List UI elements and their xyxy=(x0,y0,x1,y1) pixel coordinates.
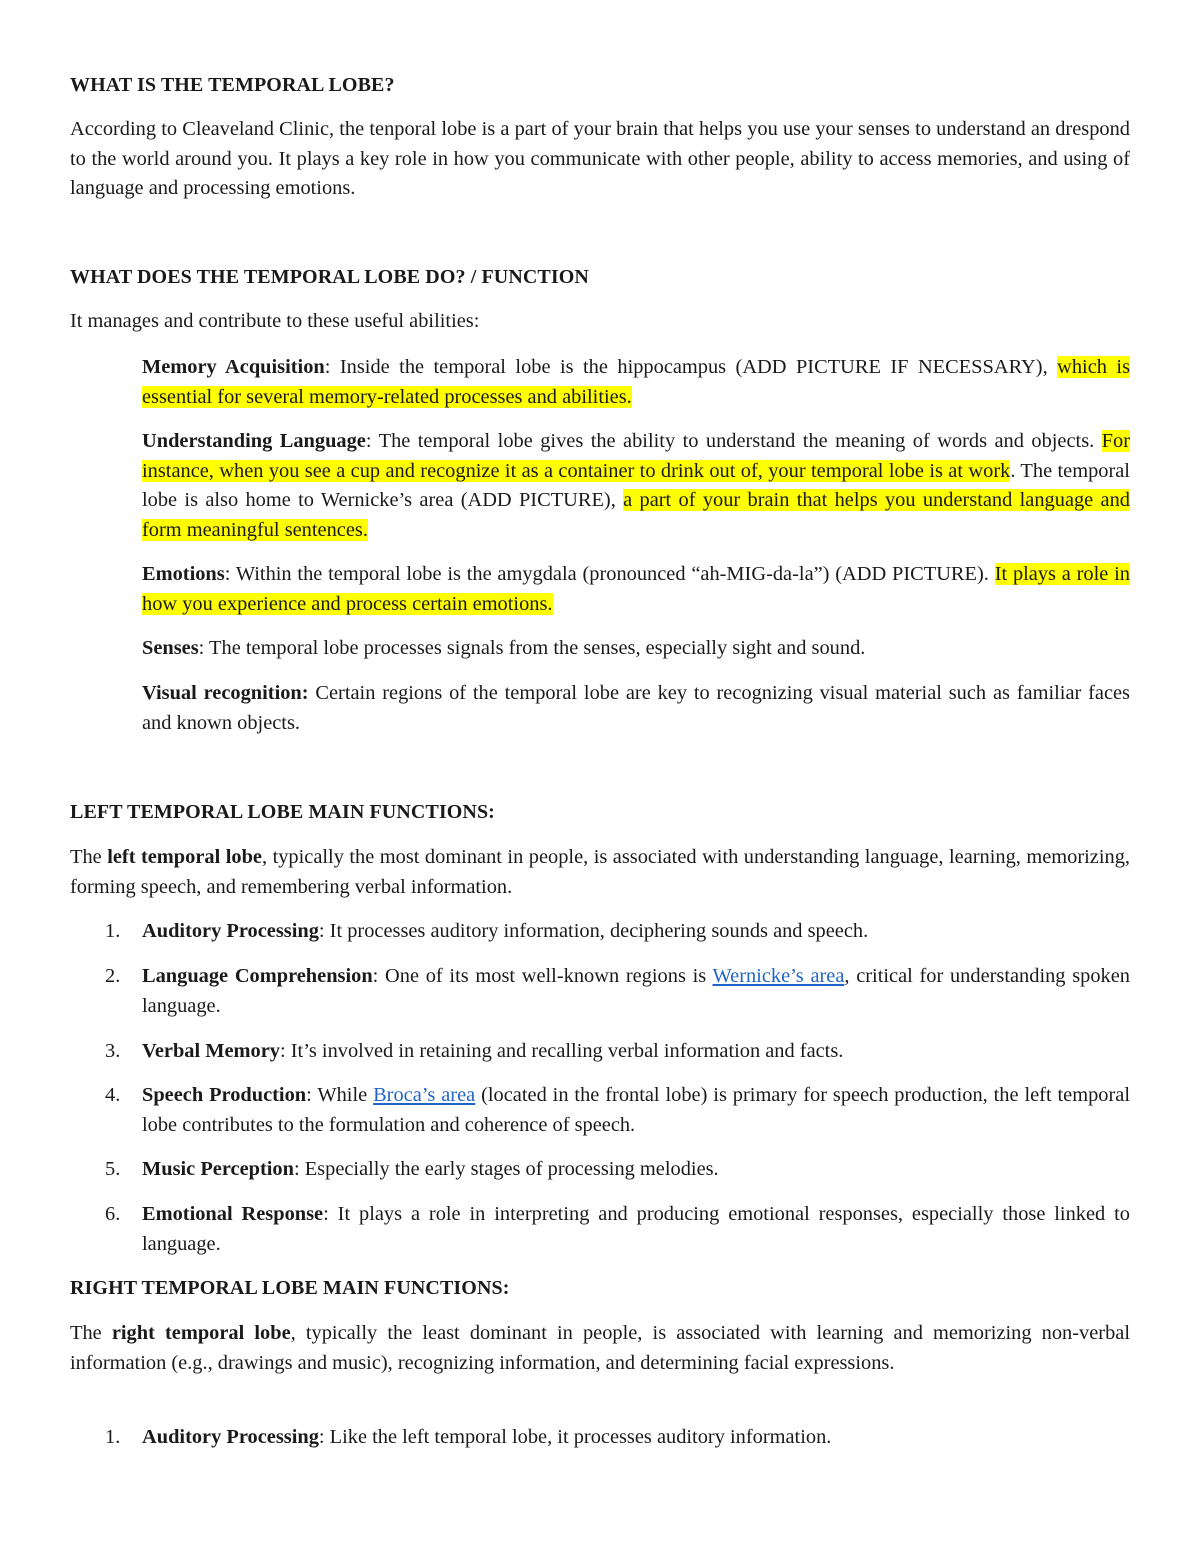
body-text: : While xyxy=(306,1084,374,1106)
intro-paragraph: According to Cleaveland Clinic, the tenporal lobe is a part of your brain that helps you use your senses to understand an drespond to the world around you. It plays a key role in how you communicate with other people, ability to access memories, and using of language and processing emotions. xyxy=(70,118,1130,199)
body-text: , critical for understanding spoken language. xyxy=(142,965,1130,1017)
list-item xyxy=(142,917,1130,947)
highlighted-text: It plays a role in how you experience and process certain emotions. xyxy=(142,563,1130,615)
body-text: , typically the least dominant in people, is associated with learning and memorizing non-verbal information (e.g., drawings and music), recognizing information, and determining facial expressions. xyxy=(70,1322,1130,1374)
body-text: (located in the frontal lobe) is primary for speech production, the left temporal lobe contributes to the formulation and coherence of speech. xyxy=(142,1084,1130,1136)
list-number: 6. xyxy=(105,1203,121,1225)
body-text: The xyxy=(70,1322,112,1344)
right-lobe-intro xyxy=(70,1319,1130,1378)
body-text: : It plays a role in interpreting and producing emotional responses, especially those linked to language. xyxy=(142,1203,1130,1255)
body-text: : Inside the temporal lobe is the hippocampus (ADD PICTURE IF NECESSARY), xyxy=(324,356,1058,378)
term-label: Speech Production xyxy=(142,1084,307,1106)
highlighted-text: a part of your brain that helps you understand language and form meaningful sentences. xyxy=(142,489,1130,541)
section-heading-right-lobe: RIGHT TEMPORAL LOBE MAIN FUNCTIONS: xyxy=(70,1277,510,1299)
brocas-area-link[interactable]: Broca’s area xyxy=(373,1084,476,1106)
list-item xyxy=(142,1423,1130,1453)
bold-term: left temporal lobe xyxy=(107,846,262,868)
list-item xyxy=(142,1081,1130,1140)
body-text: : It processes auditory information, deciphering sounds and speech. xyxy=(318,920,869,942)
list-item xyxy=(142,1155,1130,1185)
list-number: 1. xyxy=(105,1426,121,1448)
section-heading-function: WHAT DOES THE TEMPORAL LOBE DO? / FUNCTION xyxy=(70,266,589,288)
function-intro: It manages and contribute to these useful abilities: xyxy=(70,310,480,332)
body-text: : Within the temporal lobe is the amygdala (pronounced “ah-MIG-da-la”) (ADD PICTURE). xyxy=(224,563,995,585)
section-heading-what-is: WHAT IS THE TEMPORAL LOBE? xyxy=(70,74,395,96)
wernickes-area-link[interactable]: Wernicke’s area xyxy=(712,965,845,987)
body-text: , typically the most dominant in people, is associated with understanding language, learning, memorizing, forming speech, and remembering verbal information. xyxy=(70,846,1130,898)
body-text: : It’s involved in retaining and recalling verbal information and facts. xyxy=(279,1040,844,1062)
body-text: : Like the left temporal lobe, it processes auditory information. xyxy=(318,1426,832,1448)
term-label: Visual recognition: xyxy=(142,682,309,704)
list-item xyxy=(142,1037,1130,1067)
bold-term: right temporal lobe xyxy=(111,1322,291,1344)
term-label: Auditory Processing xyxy=(142,920,319,942)
term-label: Auditory Processing xyxy=(142,1426,319,1448)
section-heading-left-lobe: LEFT TEMPORAL LOBE MAIN FUNCTIONS: xyxy=(70,801,495,823)
term-label: Language Comprehension xyxy=(142,965,373,987)
function-emotions xyxy=(142,560,1130,619)
list-item xyxy=(142,1200,1130,1259)
term-label: Understanding Language xyxy=(142,430,366,452)
term-label: Emotions xyxy=(142,563,225,585)
body-text: : Especially the early stages of processing melodies. xyxy=(293,1158,719,1180)
list-number: 1. xyxy=(105,920,121,942)
list-number: 2. xyxy=(105,965,121,987)
function-senses xyxy=(142,634,1130,664)
body-text: : The temporal lobe gives the ability to understand the meaning of words and objects. xyxy=(365,430,1102,452)
body-text: : The temporal lobe processes signals from the senses, especially sight and sound. xyxy=(198,637,866,659)
list-number: 3. xyxy=(105,1040,121,1062)
term-label: Senses xyxy=(142,637,199,659)
term-label: Music Perception xyxy=(142,1158,294,1180)
body-text: : One of its most well-known regions is xyxy=(372,965,713,987)
term-label: Verbal Memory xyxy=(142,1040,280,1062)
highlighted-text: which is essential for several memory-related processes and abilities. xyxy=(142,356,1131,408)
function-memory-acquisition xyxy=(142,353,1130,412)
function-understanding-language xyxy=(142,427,1130,545)
term-label: Emotional Response xyxy=(142,1203,324,1225)
body-text: . The temporal lobe is also home to Wernicke’s area (ADD PICTURE), xyxy=(142,459,1130,511)
function-visual-recognition xyxy=(142,679,1130,738)
list-item xyxy=(142,962,1130,1021)
list-number: 4. xyxy=(105,1084,121,1106)
term-label: Memory Acquisition xyxy=(142,356,325,378)
body-text: Certain regions of the temporal lobe are key to recognizing visual material such as familiar faces and known objects. xyxy=(142,682,1130,734)
highlighted-text: For instance, when you see a cup and recognize it as a container to drink out of, your temporal lobe is at work xyxy=(142,430,1130,482)
body-text: The xyxy=(70,846,108,868)
left-lobe-intro xyxy=(70,843,1130,902)
list-number: 5. xyxy=(105,1158,121,1180)
